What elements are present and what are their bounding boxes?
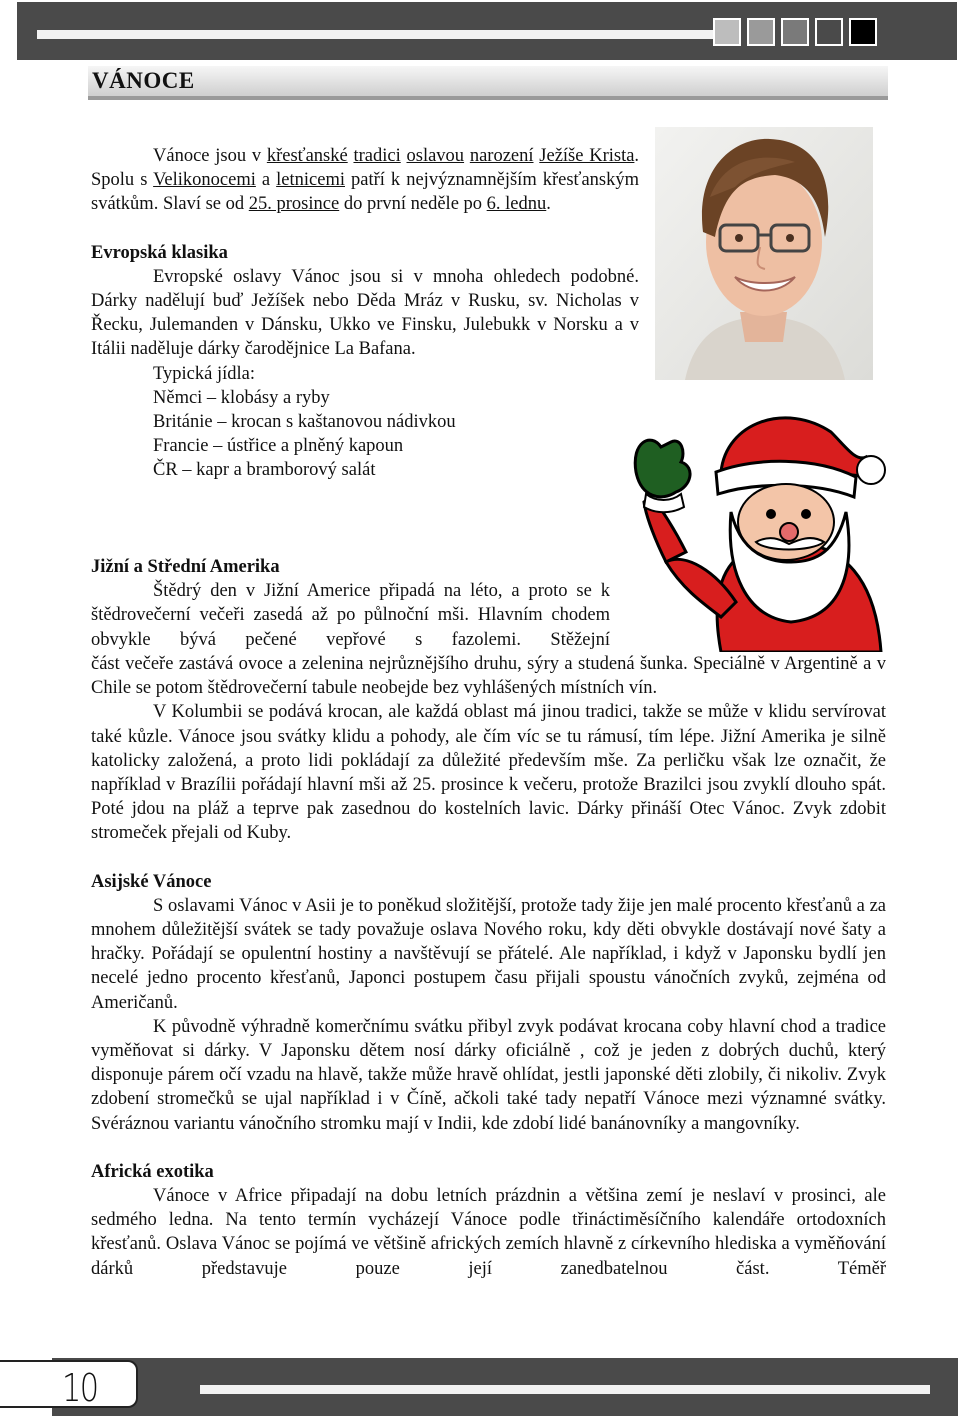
link-tradici[interactable]: tradici bbox=[353, 146, 401, 166]
foods-item: ČR – kapr a bramborový salát bbox=[153, 460, 376, 481]
section-heading-america: Jižní a Střední Amerika bbox=[91, 557, 280, 577]
asia-paragraph-2: K původně výhradně komerčnímu svátku přibyl zvyk podávat krocana coby hlavní chod a tradice vyměňovat si dárky. V Japonsku dětem nosí dárky oficiálně , což je jeden z dobrých duchů, který disponuje párem očí vzadu na hlavě, takže může hravě ohlídat, jestli japonské děti zlobily, či nikoliv. Zvyk zdobení stromečků se ujal například i v Číně, ačkoli také tady nepatří Vánoce mezi významné svátky. Svéráznou variantu vánočního stromku mají v Indii, kde zdobí lidé banánovníky a mangovníky. bbox=[91, 1016, 886, 1134]
america-paragraph-1a: Štědrý den v Jižní Americe připadá na léto, a proto se k štědrovečerní večeři zasedá až po půlnoční mši. Hlavním chodem obvykle bývá pečené vepřové s fazolemi. Stěžejní bbox=[91, 581, 610, 650]
link-oslavou[interactable]: oslavou bbox=[406, 146, 465, 166]
section-heading-europe: Evropská klasika bbox=[91, 242, 228, 263]
header-square bbox=[849, 18, 877, 46]
text: patří k nejvýznamnějším křesťanským svátkům. Slaví se od bbox=[91, 170, 640, 215]
footer-bar bbox=[0, 1358, 960, 1416]
santa-illustration bbox=[626, 402, 888, 652]
america-paragraph-2: V Kolumbii se podává krocan, ale každá oblast má jinou tradici, takže se může v klidu servírovat také kůzle. Vánoce jsou svátky klidu a pohody, ale čím víc se tu rámusí, tím lépe. Jižní Amerika je silně katolicky založená, a proto lidi pokládají za důležité především mše. Za perličku však lze označit, že například v Brazílii pořádají hlavní mši až 25. prosince k večeru, protože Brazilci jsou zvyklí dlouho spát. Poté jdou na pláž a teprve pak zasednou do kostelních lavic. Dárky přináší Otec Vánoc. Zvyk zdobit stromeček přejali od Kuby. bbox=[91, 702, 886, 844]
link-6-lednu[interactable]: 6. lednu bbox=[486, 194, 547, 215]
column-left bbox=[91, 144, 639, 483]
text: do první neděle po bbox=[339, 194, 487, 215]
asia-paragraph-1: S oslavami Vánoc v Asii je to poněkud složitější, protože tady žije jen malé procento křesťanů a za mnohem důležitější svátek se tady považuje oslava Nového roku, kdy děti obvykle dostávají nové šaty a hračky. Pořádají se opulentní hostiny a navštěvují se přátelé. Ale například, i když v Japonsku bydlí jen necelé jedno procento křesťanů, Japonci postupem času přijali spoustu vánočních zvyků, zejména od Američanů. bbox=[91, 895, 886, 1013]
column-full bbox=[91, 652, 886, 1281]
header-square bbox=[747, 18, 775, 46]
link-25-prosince[interactable]: 25. prosince bbox=[248, 194, 340, 215]
title-band bbox=[88, 66, 888, 100]
header-bar bbox=[17, 2, 957, 60]
america-paragraph-1b: část večeře zastává ovoce a zelenina nejrůznějšího druhu, sýry a studená šunka. Speciálně v Argentině a v Chile se potom štědrovečerní tabule neobejde bez vyhlášených místních vín. bbox=[91, 654, 886, 699]
foods-item: Francie – ústřice a plněný kapoun bbox=[153, 436, 404, 457]
africa-paragraph: Vánoce v Africe připadají na dobu letních prázdnin a většina zemí je neslaví v prosinci, ale sedmého ledna. Na tento termín vycházejí Vánoce podle třináctiměsíčního kalendáře ortodoxních křesťanů. Oslava Vánoc se pojímá ve většině afrických zemích hlavně z církevního hlediska a vyměňování dárků představuje pouze její zanedbatelnou část. Téměř bbox=[91, 1186, 886, 1279]
column-america-narrow bbox=[91, 555, 610, 652]
page-title: VÁNOCE bbox=[92, 68, 195, 93]
foods-item: Británie – krocan s kaštanovou nádivkou bbox=[153, 412, 456, 433]
link-krestanske[interactable]: křesťanské bbox=[266, 146, 348, 166]
link-letnicemi[interactable]: letnicemi bbox=[276, 170, 345, 191]
text: . Spolu s bbox=[91, 146, 640, 191]
foods-item: Němci – klobásy a ryby bbox=[153, 387, 330, 408]
foods-title: Typická jídla: bbox=[153, 363, 255, 384]
link-narozeni[interactable]: narození bbox=[469, 146, 534, 166]
text: a bbox=[255, 170, 277, 191]
header-square bbox=[781, 18, 809, 46]
header-square bbox=[713, 18, 741, 46]
link-jezise-krista[interactable]: Ježíše Krista bbox=[539, 146, 635, 166]
text: . bbox=[546, 194, 551, 215]
header-square bbox=[815, 18, 843, 46]
footer-stripe bbox=[200, 1385, 930, 1394]
section-heading-africa: Africká exotika bbox=[91, 1161, 214, 1182]
link-velikonocemi[interactable]: Velikonocemi bbox=[153, 170, 256, 191]
portrait-photo bbox=[655, 127, 873, 380]
header-stripe bbox=[37, 30, 717, 39]
europe-paragraph: Evropské oslavy Vánoc jsou si v mnoha ohledech podobné. Dárky nadělují buď Ježíšek nebo Děda Mráz v Rusku, sv. Nicholas v Řecku, Julemanden v Dánsku, Ukko ve Finsku, Julebukk v Norsku a v Itálii naděluje dárky čarodějnice La Bafana. bbox=[91, 266, 639, 360]
page-number: 10 bbox=[62, 1366, 98, 1410]
intro-paragraph bbox=[91, 144, 639, 217]
section-heading-asia: Asijské Vánoce bbox=[91, 871, 212, 892]
text: Vánoce jsou v bbox=[153, 146, 267, 166]
